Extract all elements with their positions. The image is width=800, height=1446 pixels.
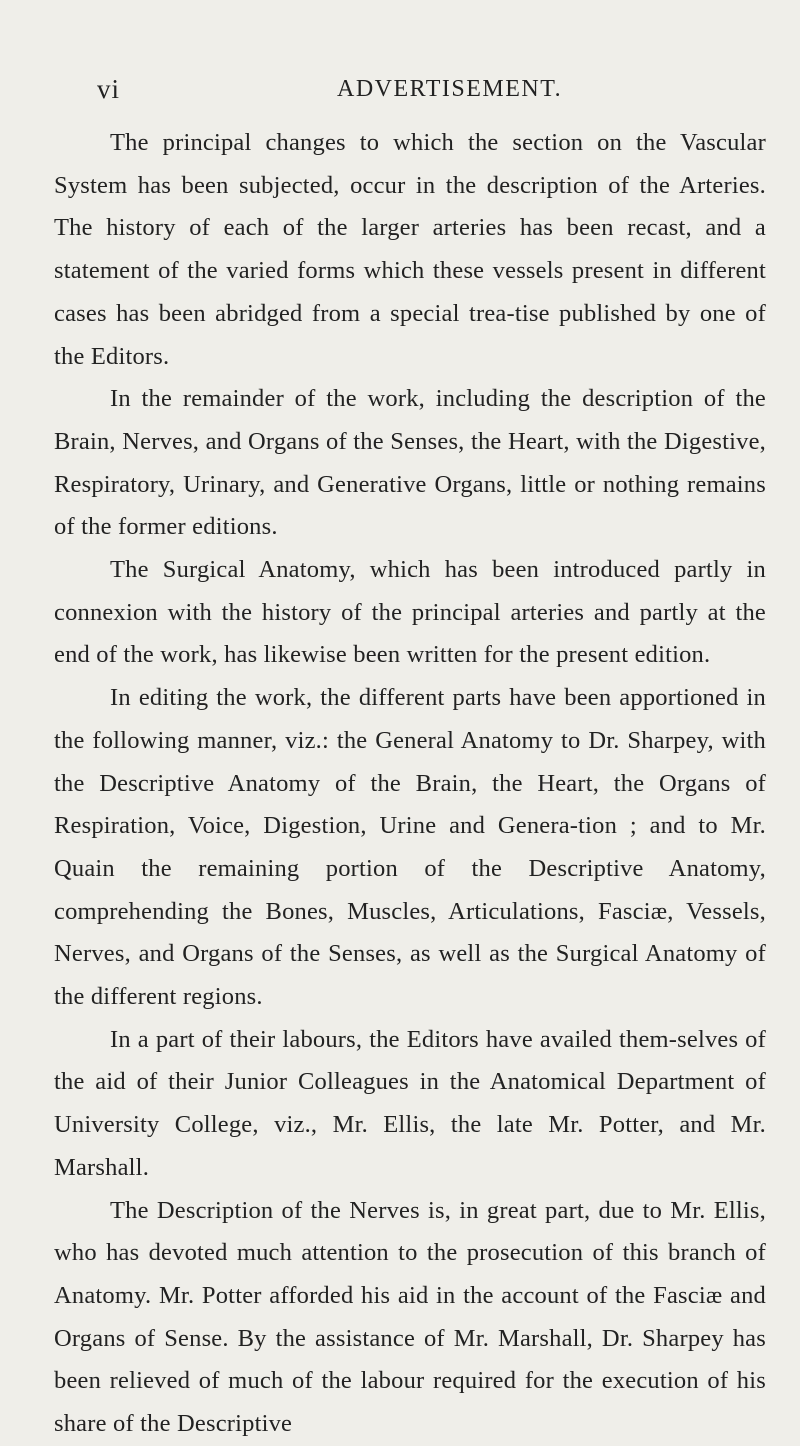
running-title: ADVERTISEMENT. — [337, 76, 563, 102]
body-text — [54, 122, 766, 1446]
paragraph-surgical-anatomy: The Surgical Anatomy, which has been introduced partly in connexion with the history of the principal arteries and partly at the end of the work, has likewise been written for the present edition. — [54, 556, 766, 669]
paragraph-description-of-nerves: The Description of the Nerves is, in great part, due to Mr. Ellis, who has devoted much attention to the prosecution of this branch of Anatomy. Mr. Potter afforded his aid in the account of the Fasciæ and Organs of Sense. By the assistance of Mr. Marshall, Dr. Sharpey has been relieved of much of the labour required for the execution of his share of the Descriptive — [54, 1196, 766, 1438]
page-number: vi — [97, 74, 121, 104]
paragraph-junior-colleagues: In a part of their labours, the Editors have availed them-selves of the aid of their Junior Colleagues in the Anatomical Department of University College, viz., Mr. Ellis, the late Mr. Potter, and Mr. Marshall. — [54, 1025, 766, 1181]
paragraph-remainder-of-work: In the remainder of the work, including the description of the Brain, Nerves, and Organs of the Senses, the Heart, with the Digestive, Respiratory, Urinary, and Generative Organs, little or nothing remains of the former editions. — [54, 385, 766, 541]
running-header — [97, 74, 766, 110]
paragraph-vascular-system: The principal changes to which the section on the Vascular System has been subjected, occur in the description of the Arteries. The history of each of the larger arteries has been recast, and a statement of the varied forms which these vessels present in different cases has been abridged from a special trea-tise published by one of the Editors. — [54, 129, 766, 370]
paragraph-editing-apportionment: In editing the work, the different parts have been apportioned in the following manner, viz.: the General Anatomy to Dr. Sharpey, with the Descriptive Anatomy of the Brain, the Heart, the Organs of Respiration, Voice, Digestion, Urine and Genera-tion ; and to Mr. Quain the remaining portion of the Descriptive Anatomy, comprehending the Bones, Muscles, Articulations, Fasciæ, Vessels, Nerves, and Organs of the Senses, as well as the Surgical Anatomy of the different regions. — [54, 684, 766, 1011]
